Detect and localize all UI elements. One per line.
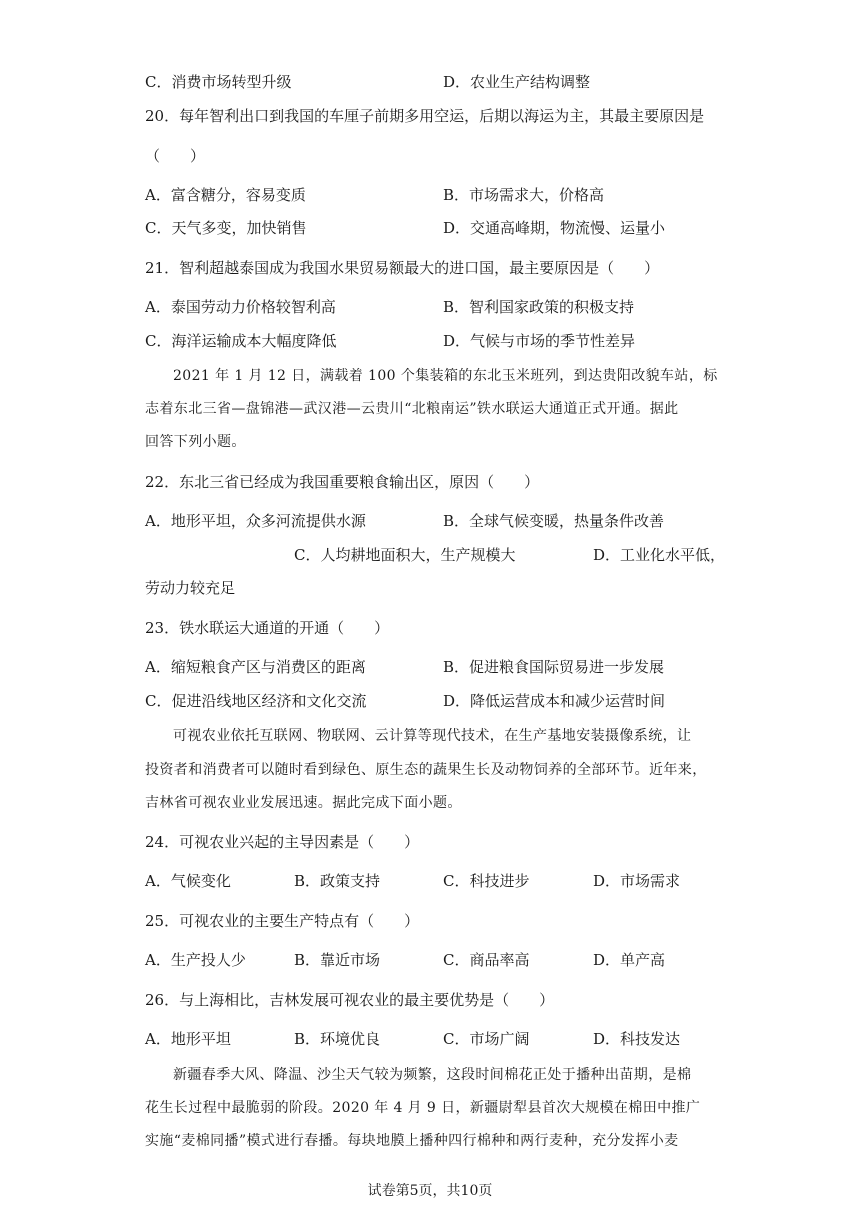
q24-option-a: A．气候变化: [145, 872, 231, 890]
q22-option-d: D．工业化水平低，: [593, 546, 726, 564]
q20-option-c: C．天气多变，加快销售: [145, 219, 307, 237]
passage2-line2: 投资者和消费者可以随时看到绿色、原生态的蔬果生长及动物饲养的全部环节。近年来，: [145, 762, 707, 778]
q22-stem: 22．东北三省已经成为我国重要粮食输出区，原因（ ）: [145, 473, 540, 491]
q20-stem: 20．每年智利出口到我国的车厘子前期多用空运，后期以海运为主，其最主要原因是: [145, 107, 705, 125]
q23-option-d: D．降低运营成本和减少运营时间: [443, 692, 666, 710]
q26-option-c: C．市场广阔: [443, 1030, 530, 1048]
q26-stem: 26．与上海相比，吉林发展可视农业的最主要优势是（ ）: [145, 991, 555, 1009]
q23-option-a: A．缩短粮食产区与消费区的距离: [145, 658, 366, 676]
passage1-line3: 回答下列小题。: [145, 434, 246, 450]
q22-option-b: B．全球气候变暖，热量条件改善: [443, 512, 665, 530]
q21-option-b: B．智利国家政策的积极支持: [443, 298, 635, 316]
q25-option-a: A．生产投人少: [145, 951, 246, 969]
q20-option-b: B．市场需求大，价格高: [443, 186, 605, 204]
q26-option-d: D．科技发达: [593, 1030, 681, 1048]
passage3-line3: 实施“麦棉同播”模式进行春播。每块地膜上播种四行棉种和两行麦种，充分发挥小麦: [145, 1133, 679, 1149]
page-footer: 试卷第5页，共10页: [367, 1183, 493, 1199]
passage3-line1: 新疆春季大风、降温、沙尘天气较为频繁，这段时间棉花正处于播种出苗期，是棉: [173, 1067, 692, 1083]
q24-stem: 24．可视农业兴起的主导因素是（ ）: [145, 833, 420, 851]
q22-option-a: A．地形平坦，众多河流提供水源: [145, 512, 366, 530]
passage2-line1: 可视农业依托互联网、物联网、云计算等现代技术，在生产基地安装摄像系统，让: [173, 728, 692, 744]
q23-option-c: C．促进沿线地区经济和文化交流: [145, 692, 367, 710]
q24-option-b: B．政策支持: [294, 872, 381, 890]
q26-option-a: A．地形平坦: [145, 1030, 231, 1048]
q25-stem: 25．可视农业的主要生产特点有（ ）: [145, 912, 420, 930]
q20-option-a: A．富含糖分，容易变质: [145, 186, 306, 204]
q21-stem: 21．智利超越泰国成为我国水果贸易额最大的进口国，最主要原因是（ ）: [145, 259, 660, 277]
q20-option-d: D．交通高峰期，物流慢、运量小: [443, 219, 666, 237]
q21-option-d: D．气候与市场的季节性差异: [443, 332, 636, 350]
q21-option-a: A．泰国劳动力价格较智利高: [145, 298, 336, 316]
q21-option-c: C．海洋运输成本大幅度降低: [145, 332, 337, 350]
passage1-line1: 2021 年 1 月 12 日，满载着 100 个集装箱的东北玉米班列，到达贵阳改貌车站，标: [173, 368, 718, 384]
q22-option-c: C．人均耕地面积大，生产规模大: [294, 546, 516, 564]
q24-option-d: D．市场需求: [593, 872, 681, 890]
passage3-line2: 花生长过程中最脆弱的阶段。2020 年 4 月 9 日，新疆尉犁县首次大规模在棉田中推广: [145, 1100, 701, 1116]
passage2-line3: 吉林省可视农业业发展迅速。据此完成下面小题。: [145, 795, 462, 811]
q25-option-c: C．商品率高: [443, 951, 530, 969]
q23-option-b: B．促进粮食国际贸易进一步发展: [443, 658, 665, 676]
q19-option-d: D．农业生产结构调整: [443, 73, 591, 91]
q19-option-c: C．消费市场转型升级: [145, 73, 292, 91]
q26-option-b: B．环境优良: [294, 1030, 381, 1048]
q23-stem: 23．铁水联运大通道的开通（ ）: [145, 619, 390, 637]
q24-option-c: C．科技进步: [443, 872, 530, 890]
q25-option-b: B．靠近市场: [294, 951, 381, 969]
passage1-line2: 志着东北三省—盘锦港—武汉港—云贵川“北粮南运”铁水联运大通道正式开通。据此: [145, 401, 679, 417]
q25-option-d: D．单产高: [593, 951, 666, 969]
q20-blank: （ ）: [145, 147, 206, 165]
q22-option-d-continued: 劳动力较充足: [145, 579, 236, 597]
